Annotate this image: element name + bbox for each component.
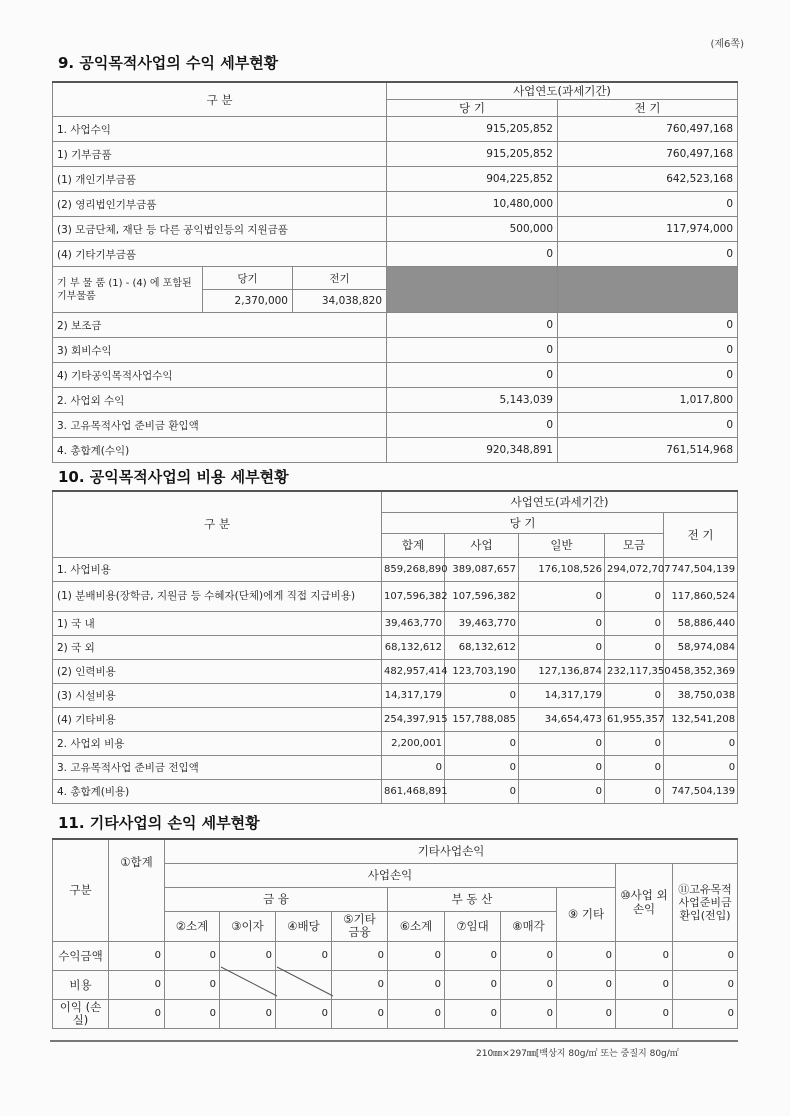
header-col: ⑧매각	[501, 911, 557, 941]
total-value: 39,463,770	[382, 611, 445, 635]
current-value: 0	[387, 313, 558, 338]
expense-table	[52, 490, 738, 804]
row-label: 수익금액	[53, 941, 109, 970]
current-value: 5,143,039	[387, 388, 558, 413]
business-value: 157,788,085	[445, 707, 519, 731]
table-row	[53, 167, 738, 192]
business-value: 0	[445, 779, 519, 803]
value-cell: 0	[388, 941, 445, 970]
header-col: ⑤기타 금융	[332, 911, 388, 941]
header-item: 구 분	[53, 491, 382, 557]
business-value: 0	[445, 683, 519, 707]
value-cell: 0	[109, 999, 165, 1028]
header-previous: 전 기	[664, 512, 738, 557]
table-row	[53, 581, 738, 611]
value-cell: 0	[220, 999, 276, 1028]
header-fiscal-year: 사업연도(과세기간)	[382, 491, 738, 512]
previous-value: 0	[558, 192, 738, 217]
value-cell: 0	[501, 999, 557, 1028]
previous-value: 760,497,168	[558, 142, 738, 167]
business-value: 68,132,612	[445, 635, 519, 659]
previous-value: 0	[664, 755, 738, 779]
table-row	[53, 731, 738, 755]
current-value: 915,205,852	[387, 142, 558, 167]
value-cell: 0	[165, 999, 220, 1028]
header-other-business: 기타사업손익	[165, 839, 738, 863]
fundraising-value: 0	[605, 611, 664, 635]
fundraising-value: 232,117,350	[605, 659, 664, 683]
value-cell: 0	[445, 999, 501, 1028]
previous-value: 0	[664, 731, 738, 755]
row-label: 1) 기부금품	[53, 142, 387, 167]
row-label: 4. 총합계(수익)	[53, 438, 387, 463]
row-label: (3) 모금단체, 재단 등 다른 공익법인등의 지원금품	[53, 217, 387, 242]
row-label: (3) 시설비용	[53, 683, 382, 707]
general-value: 176,108,526	[519, 557, 605, 581]
table-row	[53, 192, 738, 217]
fundraising-value: 294,072,707	[605, 557, 664, 581]
table-row	[53, 999, 738, 1028]
header-business-pl: 사업손익	[165, 863, 616, 887]
row-label: 이익 (손실)	[53, 999, 109, 1028]
table-row	[53, 313, 738, 338]
bottom-rule	[50, 1040, 738, 1042]
fundraising-value: 0	[605, 581, 664, 611]
header-non-operating: ⑩사업 외손익	[616, 863, 673, 941]
value-cell: 0	[616, 970, 673, 999]
business-value: 0	[445, 755, 519, 779]
header-reserve: ⑪고유목적사업준비금환입(전입)	[673, 863, 738, 941]
table-row	[53, 388, 738, 413]
value-cell: 0	[616, 999, 673, 1028]
header-finance: 금 융	[165, 887, 388, 911]
header-col: ⑦임대	[445, 911, 501, 941]
header-general: 일반	[519, 533, 605, 557]
row-label: 2. 사업외 수익	[53, 388, 387, 413]
revenue-table	[52, 81, 738, 463]
previous-value: 761,514,968	[558, 438, 738, 463]
previous-value: 0	[558, 242, 738, 267]
fundraising-value: 61,955,357	[605, 707, 664, 731]
total-value: 254,397,915	[382, 707, 445, 731]
previous-value: 0	[558, 413, 738, 438]
header-fundraising: 모금	[605, 533, 664, 557]
total-value: 861,468,891	[382, 779, 445, 803]
row-label: 2) 보조금	[53, 313, 387, 338]
table-row	[53, 117, 738, 142]
total-value: 2,200,001	[382, 731, 445, 755]
table-row	[53, 242, 738, 267]
header-current: 당 기	[382, 512, 664, 533]
current-value: 500,000	[387, 217, 558, 242]
table-row	[53, 941, 738, 970]
header-current: 당 기	[387, 100, 558, 117]
section-10-title: 10. 공익목적사업의 비용 세부현황	[58, 468, 289, 486]
general-value: 14,317,179	[519, 683, 605, 707]
previous-value: 117,974,000	[558, 217, 738, 242]
fundraising-value: 0	[605, 683, 664, 707]
general-value: 0	[519, 755, 605, 779]
header-previous: 전 기	[558, 100, 738, 117]
value-cell: 0	[673, 999, 738, 1028]
value-cell: 0	[557, 941, 616, 970]
previous-value: 747,504,139	[664, 557, 738, 581]
current-value: 10,480,000	[387, 192, 558, 217]
previous-value: 0	[558, 363, 738, 388]
value-cell: 0	[276, 941, 332, 970]
row-label: 1. 사업수익	[53, 117, 387, 142]
value-cell: 0	[220, 941, 276, 970]
table-row	[53, 413, 738, 438]
business-value: 0	[445, 731, 519, 755]
previous-value: 132,541,208	[664, 707, 738, 731]
value-cell: 0	[276, 999, 332, 1028]
table-row	[53, 707, 738, 731]
current-value: 0	[387, 363, 558, 388]
current-value: 920,348,891	[387, 438, 558, 463]
previous-value: 0	[558, 338, 738, 363]
inkind-header-current: 당기	[203, 267, 293, 290]
value-cell: 0	[332, 999, 388, 1028]
business-value: 107,596,382	[445, 581, 519, 611]
general-value: 0	[519, 581, 605, 611]
general-value: 34,654,473	[519, 707, 605, 731]
business-value: 389,087,657	[445, 557, 519, 581]
section-11-title: 11. 기타사업의 손익 세부현황	[58, 814, 260, 832]
fundraising-value: 0	[605, 779, 664, 803]
row-label: 3. 고유목적사업 준비금 환입액	[53, 413, 387, 438]
value-cell: 0	[332, 970, 388, 999]
value-cell: 0	[501, 941, 557, 970]
row-label: 2) 국 외	[53, 635, 382, 659]
row-label: (4) 기타비용	[53, 707, 382, 731]
value-cell: 0	[557, 970, 616, 999]
value-cell: 0	[673, 941, 738, 970]
row-label: 3) 회비수익	[53, 338, 387, 363]
total-value: 68,132,612	[382, 635, 445, 659]
row-label: (2) 인력비용	[53, 659, 382, 683]
header-col: ④배당	[276, 911, 332, 941]
row-label: 4) 기타공익목적사업수익	[53, 363, 387, 388]
total-value: 482,957,414	[382, 659, 445, 683]
table-row	[53, 142, 738, 167]
business-value: 123,703,190	[445, 659, 519, 683]
value-cell: 0	[616, 941, 673, 970]
header-business: 사업	[445, 533, 519, 557]
current-value: 0	[387, 338, 558, 363]
value-cell: 0	[109, 970, 165, 999]
row-label: 4. 총합계(비용)	[53, 779, 382, 803]
row-label: 1. 사업비용	[53, 557, 382, 581]
business-value: 39,463,770	[445, 611, 519, 635]
row-label: (1) 분배비용(장학금, 지원금 등 수혜자(단체)에게 직접 지급비용)	[53, 581, 382, 611]
inkind-header-previous: 전기	[293, 267, 387, 290]
header-col: ②소계	[165, 911, 220, 941]
table-row	[53, 779, 738, 803]
fundraising-value: 0	[605, 731, 664, 755]
header-total: ①합계	[109, 839, 165, 941]
value-cell: 0	[388, 970, 445, 999]
total-value: 14,317,179	[382, 683, 445, 707]
table-row	[53, 363, 738, 388]
value-cell: 0	[388, 999, 445, 1028]
table-row	[53, 755, 738, 779]
general-value: 127,136,874	[519, 659, 605, 683]
header-item: 구 분	[53, 82, 387, 117]
value-cell: 0	[557, 999, 616, 1028]
page-number: (제6쪽)	[710, 39, 744, 50]
previous-value: 1,017,800	[558, 388, 738, 413]
header-col: ⑥소계	[388, 911, 445, 941]
previous-value: 747,504,139	[664, 779, 738, 803]
previous-value: 58,974,084	[664, 635, 738, 659]
header-item: 구분	[53, 839, 109, 941]
section-9-title: 9. 공익목적사업의 수익 세부현황	[58, 54, 279, 72]
general-value: 0	[519, 635, 605, 659]
table-row	[53, 635, 738, 659]
header-col: ③이자	[220, 911, 276, 941]
row-label: 2. 사업외 비용	[53, 731, 382, 755]
shaded-cell	[387, 267, 558, 313]
previous-value: 642,523,168	[558, 167, 738, 192]
row-label: (1) 개인기부금품	[53, 167, 387, 192]
value-cell: 0	[165, 941, 220, 970]
inkind-previous: 34,038,820	[293, 290, 387, 313]
row-label: 3. 고유목적사업 준비금 전입액	[53, 755, 382, 779]
table-row	[53, 611, 738, 635]
current-value: 904,225,852	[387, 167, 558, 192]
table-row	[53, 970, 738, 999]
header-total: 합계	[382, 533, 445, 557]
general-value: 0	[519, 611, 605, 635]
table-row	[53, 659, 738, 683]
diagonal-strike	[221, 967, 333, 996]
other-business-table	[52, 838, 738, 1029]
value-cell: 0	[501, 970, 557, 999]
current-value: 0	[387, 413, 558, 438]
value-cell: 0	[332, 941, 388, 970]
value-cell: 0	[109, 941, 165, 970]
value-cell: 0	[445, 941, 501, 970]
total-value: 107,596,382	[382, 581, 445, 611]
value-cell: 0	[165, 970, 220, 999]
inkind-current: 2,370,000	[203, 290, 293, 313]
row-label: (2) 영리법인기부금품	[53, 192, 387, 217]
previous-value: 760,497,168	[558, 117, 738, 142]
inkind-label: 기 부 물 품 (1) - (4) 에 포함된 기부물품	[53, 267, 203, 313]
header-fiscal-year: 사업연도(과세기간)	[387, 82, 738, 100]
total-value: 859,268,890	[382, 557, 445, 581]
previous-value: 458,352,369	[664, 659, 738, 683]
shaded-cell	[558, 267, 738, 313]
row-label: 비용	[53, 970, 109, 999]
previous-value: 38,750,038	[664, 683, 738, 707]
previous-value: 58,886,440	[664, 611, 738, 635]
value-cell: 0	[445, 970, 501, 999]
general-value: 0	[519, 731, 605, 755]
current-value: 915,205,852	[387, 117, 558, 142]
row-label: 1) 국 내	[53, 611, 382, 635]
previous-value: 0	[558, 313, 738, 338]
table-row	[53, 557, 738, 581]
table-row	[53, 683, 738, 707]
row-label: (4) 기타기부금품	[53, 242, 387, 267]
total-value: 0	[382, 755, 445, 779]
fundraising-value: 0	[605, 755, 664, 779]
table-row	[53, 338, 738, 363]
previous-value: 117,860,524	[664, 581, 738, 611]
table-row	[53, 217, 738, 242]
fundraising-value: 0	[605, 635, 664, 659]
value-cell: 0	[673, 970, 738, 999]
table-row	[53, 438, 738, 463]
paper-spec-footer: 210㎜×297㎜[백상지 80g/㎡ 또는 중질지 80g/㎡	[476, 1049, 679, 1059]
current-value: 0	[387, 242, 558, 267]
general-value: 0	[519, 779, 605, 803]
header-real-estate: 부 동 산	[388, 887, 557, 911]
header-etc: ⑨ 기타	[557, 887, 616, 941]
